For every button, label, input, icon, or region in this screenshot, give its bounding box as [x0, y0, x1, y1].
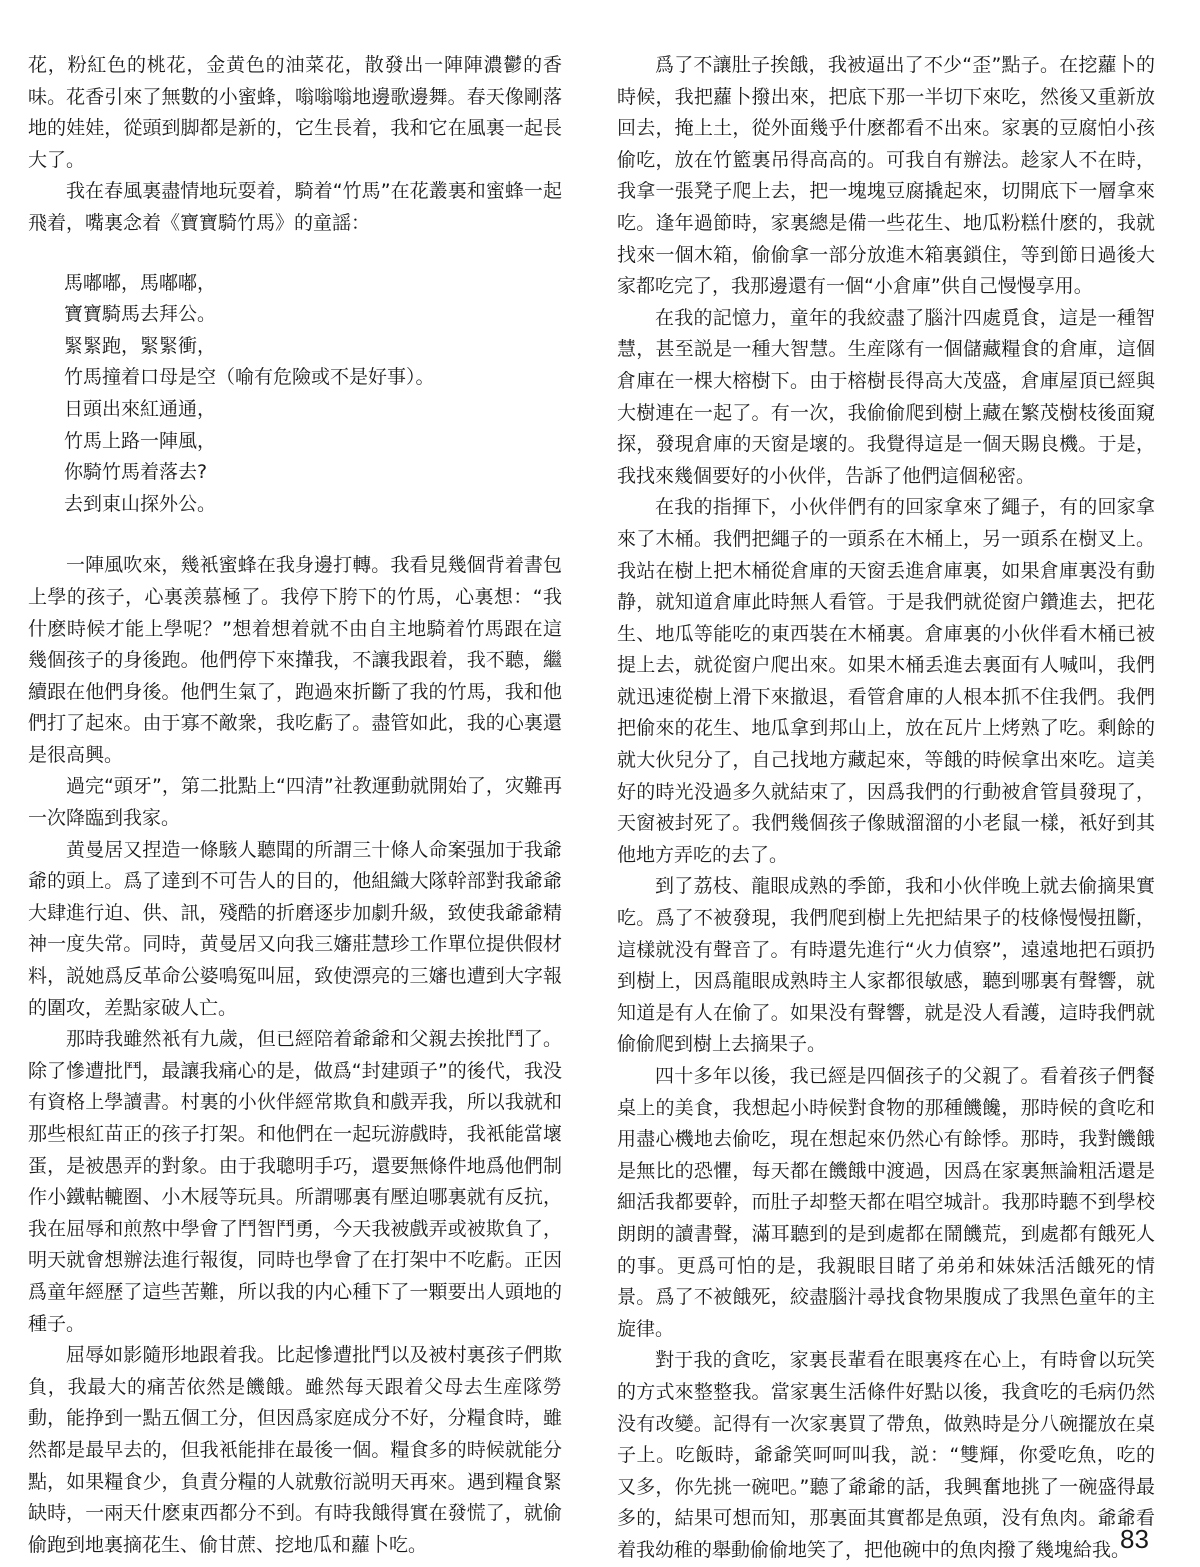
poem-line: 緊緊跑，緊緊衝，: [64, 334, 217, 357]
paragraph: 花，粉紅色的桃花，金黄色的油菜花，散發出一陣陣濃鬱的香味。花香引來了無數的小蜜蜂，嗡嗡嗡地邊歌邊舞。春天像剛落地的娃娃，從頭到脚都是新的，它生長着，我和它在風裏一起長大了。: [28, 54, 562, 171]
left-column: [28, 50, 562, 1561]
right-column: [617, 50, 1155, 1567]
paragraph: 爲了不讓肚子挨餓，我被逼出了不少“歪”點子。在挖蘿卜的時候，我把蘿卜撥出來，把底下那一半切下來吃，然後又重新放回去，掩上土，從外面幾乎什麽都看不出來。家裏的豆腐怕小孩偷吃，放在竹籃裏吊得高高的。可我自有辦法。趁家人不在時，我拿一張凳子爬上去，把一塊塊豆腐撬起來，切開底下一層拿來吃。逢年過節時，家裏總是備一些花生、地瓜粉糕什麽的，我就找來一個木箱，偷偷拿一部分放進木箱裏鎖住，等到節日過後大家都吃完了，我那邊還有一個“小倉庫”供自己慢慢享用。: [617, 54, 1155, 298]
poem-line: 竹馬上路一陣風，: [64, 429, 217, 452]
poem-line: 竹馬撞着口母是空（喻有危險或不是好事）。: [64, 366, 435, 389]
paragraph: 我在春風裏盡情地玩耍着，騎着“竹馬”在花叢裏和蜜蜂一起飛着，嘴裏念着《寶寶騎竹馬》的童謡：: [28, 180, 562, 234]
paragraph: 黄曼居又捏造一條駭人聽聞的所謂三十條人命案强加于我爺爺的頭上。爲了達到不可告人的目的，他組織大隊幹部對我爺爺大肆進行迫、供、訊，殘酷的折磨逐步加劇升級，致使我爺爺精神一度失常。同時，黄曼居又向我三嬸莊慧珍工作單位提供假材料，説她爲反革命公婆鳴冤叫屈，致使漂亮的三嬸也遭到大字報的圍攻，差點家破人亡。: [28, 838, 562, 1019]
nursery-rhyme: [28, 268, 562, 521]
paragraph: 在我的指揮下，小伙伴們有的回家拿來了繩子，有的回家拿來了木桶。我們把繩子的一頭系在木桶上，另一頭系在樹叉上。我站在樹上把木桶從倉庫的天窗丢進倉庫裏，如果倉庫裏没有動静，就知道倉庫此時無人看管。于是我們就從窗户鑽進去，把花生、地瓜等能吃的東西裝在木桶裏。倉庫裏的小伙伴看木桶已被提上去，就從窗户爬出來。如果木桶丢進去裏面有人喊叫，我們就迅速從樹上滑下來撤退，看管倉庫的人根本抓不住我們。我們把偷來的花生、地瓜拿到邦山上，放在瓦片上烤熟了吃。剩餘的就大伙兒分了，自己找地方藏起來，等餓的時候拿出來吃。這美好的時光没過多久就結束了，因爲我們的行動被倉管員發現了，天窗被封死了。我們幾個孩子像賊溜溜的小老鼠一樣，衹好到其他地方弄吃的去了。: [617, 496, 1155, 866]
paragraph: 一陣風吹來，幾衹蜜蜂在我身邊打轉。我看見幾個背着書包上學的孩子，心裏羡慕極了。我停下胯下的竹馬，心裏想：“我什麽時候才能上學呢？”想着想着就不由自主地騎着竹馬跟在這幾個孩子的身後跑。他們停下來攆我，不讓我跟着，我不聽，繼續跟在他們身後。他們生氣了，跑過來折斷了我的竹馬，我和他們打了起來。由于寡不敵衆，我吃虧了。盡管如此，我的心裏還是很高興。: [28, 554, 562, 766]
paragraph: 在我的記憶力，童年的我絞盡了腦汁四處覓食，這是一種智慧，甚至説是一種大智慧。生産隊有一個儲藏糧食的倉庫，這個倉庫在一棵大榕樹下。由于榕樹長得高大茂盛，倉庫屋頂已經與大樹連在一起了。有一次，我偷偷爬到樹上藏在繁茂樹枝後面窺探，發現倉庫的天窗是壞的。我覺得這是一個天賜良機。于是，我找來幾個要好的小伙伴，告訴了他們這個秘密。: [617, 306, 1155, 487]
paragraph: 屈辱如影隨形地跟着我。比起慘遭批鬥以及被村裏孩子們欺負，我最大的痛苦依然是饑餓。雖然每天跟着父母去生産隊勞動，能挣到一點五個工分，但因爲家庭成分不好，分糧食時，雖然都是最早去的，但我衹能排在最後一個。糧食多的時候就能分點，如果糧食少，負責分糧的人就敷衍説明天再來。遇到糧食緊缺時，一兩天什麽東西都分不到。有時我餓得實在發慌了，就偷偷跑到地裏摘花生、偷甘蔗、挖地瓜和蘿卜吃。: [28, 1344, 562, 1556]
paragraph: 過完“頭牙”，第二批點上“四清”社教運動就開始了，灾難再一次降臨到我家。: [28, 775, 562, 830]
paragraph: 對于我的貪吃，家裏長輩看在眼裏疼在心上，有時會以玩笑的方式來整整我。當家裏生活條件好點以後，我貪吃的毛病仍然没有改變。記得有一次家裏買了帶魚，做熟時是分八碗擺放在桌子上。吃飯時，爺爺笑呵呵叫我，説：“雙輝，你愛吃魚，吃的又多，你先挑一碗吧。”聽了爺爺的話，我興奮地挑了一碗盛得最多的，結果可想而知，那裏面其實都是魚頭，没有魚肉。爺爺看着我幼稚的舉動偷偷地笑了，把他碗中的魚肉撥了幾塊給我。: [617, 1349, 1155, 1561]
poem-line: 日頭出來紅通通，: [64, 397, 217, 420]
poem-line: 馬嘟嘟，馬嘟嘟，: [64, 271, 217, 294]
poem-line: 寶寶騎馬去拜公。: [64, 303, 217, 326]
paragraph: 那時我雖然衹有九歲，但已經陪着爺爺和父親去挨批鬥了。除了慘遭批鬥，最讓我痛心的是，做爲“封建頭子”的後代，我没有資格上學讀書。村裏的小伙伴經常欺負和戲弄我，所以我就和那些根紅苗正的孩子打架。和他們在一起玩游戲時，我衹能當壞蛋，是被愚弄的對象。由于我聰明手巧，還要無條件地爲他們制作小鐵軲轆圈、小木屐等玩具。所謂哪裏有壓迫哪裏就有反抗，我在屈辱和煎熬中學會了鬥智鬥勇，今天我被戲弄或被欺負了，明天就會想辦法進行報復，同時也學會了在打架中不吃虧。正因爲童年經歷了這些苦難，所以我的内心種下了一顆要出人頭地的種子。: [28, 1028, 562, 1335]
paragraph: 到了荔枝、龍眼成熟的季節，我和小伙伴晚上就去偷摘果實吃。爲了不被發現，我們爬到樹上先把結果子的枝條慢慢扭斷，這樣就没有聲音了。有時還先進行“火力偵察”，遠遠地把石頭扔到樹上，因爲龍眼成熟時主人家都很敏感，聽到哪裏有聲響，就知道是有人在偷了。如果没有聲響，就是没人看護，這時我們就偷偷爬到樹上去摘果子。: [617, 875, 1155, 1056]
poem-line: 你騎竹馬着落去?: [64, 461, 208, 484]
page-number: 83: [1120, 1524, 1149, 1554]
poem-line: 去到東山探外公。: [64, 492, 217, 515]
paragraph: 四十多年以後，我已經是四個孩子的父親了。看着孩子們餐桌上的美食，我想起小時候對食物的那種饑饞，那時候的貪吃和用盡心機地去偷吃，現在想起來仍然心有餘悸。那時，我對饑餓是無比的恐懼，每天都在饑餓中渡過，因爲在家裏無論粗活還是細活我都要幹，而肚子却整天都在唱空城計。我那時聽不到學校朗朗的讀書聲，滿耳聽到的是到處都在鬧饑荒，到處都有餓死人的事。更爲可怕的是，我親眼目睹了弟弟和妹妹活活餓死的情景。爲了不被餓死，絞盡腦汁尋找食物果腹成了我黑色童年的主旋律。: [617, 1065, 1155, 1340]
